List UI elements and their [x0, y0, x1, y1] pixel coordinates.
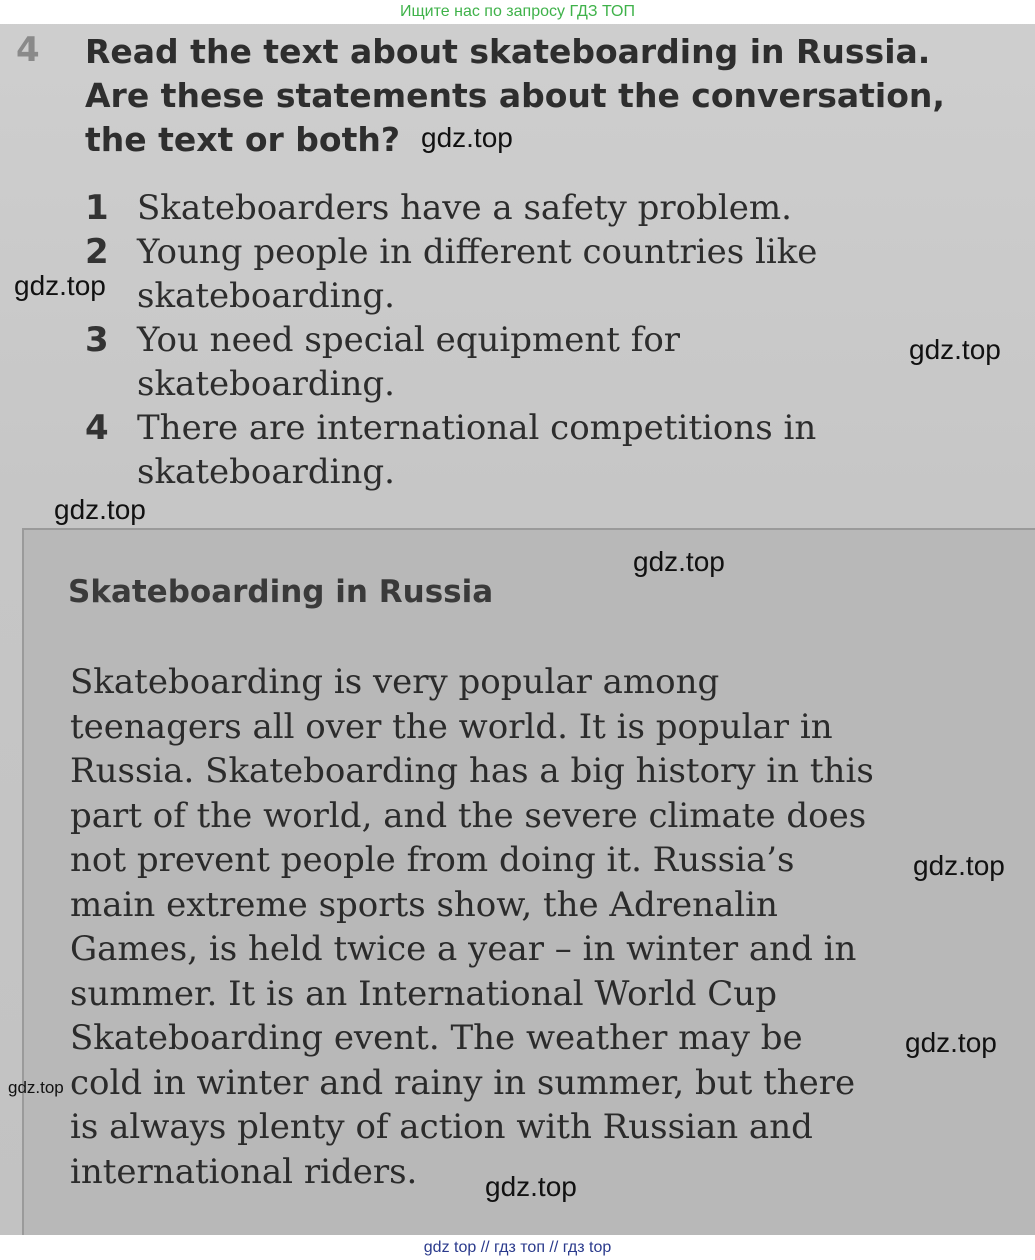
watermark: gdz.top [905, 1027, 997, 1058]
statement-text [137, 186, 945, 230]
instruction-line: the text or both? [85, 120, 400, 159]
article-line: summer. It is an International World Cup [70, 973, 777, 1014]
statement-text [137, 318, 945, 406]
statement-item [85, 406, 945, 494]
statement-list [85, 186, 945, 494]
statement-item [85, 186, 945, 230]
watermark: gdz.top [485, 1171, 577, 1202]
statement-item [85, 230, 945, 318]
instruction-line: Are these statements about the conversation, [85, 76, 945, 115]
statement-text [137, 406, 945, 494]
watermark: gdz.top [913, 850, 1005, 881]
statement-line: Skateboarders have a safety problem. [137, 188, 792, 228]
article-line: main extreme sports show, the Adrenalin [70, 884, 778, 925]
statement-item [85, 318, 945, 406]
statement-number: 3 [85, 320, 109, 360]
exercise-instruction [85, 30, 985, 162]
watermark: gdz.top [14, 270, 106, 301]
statement-line: There are international competitions in [137, 408, 817, 448]
article-line: teenagers all over the world. It is popular in [70, 706, 833, 747]
instruction-line: Read the text about skateboarding in Russia. [85, 32, 931, 71]
watermark: gdz.top [8, 1078, 64, 1097]
article-line: Skateboarding event. The weather may be [70, 1018, 803, 1058]
statement-line: skateboarding. [137, 276, 395, 316]
top-banner[interactable]: Ищите нас по запросу ГДЗ ТОП [0, 0, 1035, 24]
article-line: Games, is held twice a year – in winter and in [70, 929, 857, 969]
statement-line: Young people in different countries like [137, 232, 818, 272]
article-line: international riders. [70, 1151, 418, 1192]
article-line: is always plenty of action with Russian and [70, 1107, 813, 1147]
article-line: Russia. Skateboarding has a big history in this [70, 751, 874, 791]
statement-line: You need special equipment for [137, 320, 681, 360]
article-title: Skateboarding in Russia [68, 574, 494, 610]
statement-line: skateboarding. [137, 452, 395, 492]
watermark: gdz.top [909, 334, 1001, 365]
article-line: part of the world, and the severe climate does [70, 795, 867, 836]
exercise-number: 4 [16, 30, 40, 70]
article-line: Skateboarding is very popular among [70, 662, 720, 702]
statement-number: 4 [85, 408, 109, 448]
article-line: not prevent people from doing it. Russia’s [70, 840, 795, 880]
statement-text [137, 230, 945, 318]
watermark: gdz.top [54, 494, 146, 525]
article-line: cold in winter and rainy in summer, but there [70, 1062, 856, 1103]
watermark: gdz.top [633, 546, 725, 577]
statement-number: 1 [85, 188, 109, 228]
article-body [70, 660, 975, 1194]
statement-line: skateboarding. [137, 364, 395, 404]
bottom-banner[interactable]: gdz top // гдз топ // гдз top [0, 1235, 1035, 1260]
statement-number: 2 [85, 232, 109, 272]
watermark: gdz.top [421, 122, 513, 153]
